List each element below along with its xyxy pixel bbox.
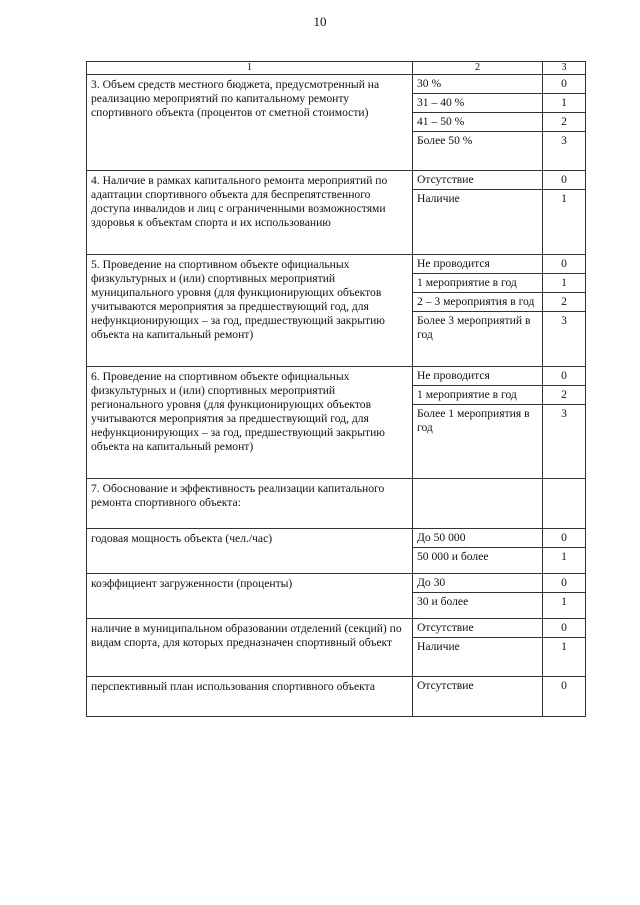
options-cell bbox=[413, 75, 543, 171]
options-cell bbox=[413, 171, 543, 255]
option-points: 0 bbox=[543, 171, 585, 190]
option-points: 0 bbox=[543, 255, 585, 274]
criterion-row bbox=[87, 255, 586, 367]
table-header-row bbox=[87, 62, 586, 75]
option-points: 2 bbox=[543, 113, 585, 132]
option-points: 1 bbox=[561, 192, 567, 205]
points-cell bbox=[543, 677, 586, 717]
option-points: 3 bbox=[561, 407, 567, 420]
points-cell bbox=[543, 479, 586, 529]
criterion-description: 5. Проведение на спортивном объекте официальных физкультурных и (или) спортивных мероприятий муниципального уровня (для функционирующих объектов учитываются мероприятия за предшествующий год, для нефункционирующих – за год, предшествующий закрытию объекта на капитальный ремонт) bbox=[91, 258, 385, 341]
options-cell bbox=[413, 479, 543, 529]
option-label: Наличие bbox=[417, 640, 460, 653]
option-label: Более 1 мероприятия в год bbox=[417, 407, 530, 434]
option-points: 0 bbox=[543, 75, 585, 94]
criterion-row bbox=[87, 367, 586, 479]
criterion-cell bbox=[87, 529, 413, 574]
option-label: Наличие bbox=[417, 192, 460, 205]
criterion-cell bbox=[87, 574, 413, 619]
option-points: 0 bbox=[561, 679, 567, 692]
option-points: 3 bbox=[561, 314, 567, 327]
options-cell bbox=[413, 255, 543, 367]
option-label: Отсутствие bbox=[413, 619, 542, 638]
criterion-row bbox=[87, 574, 586, 619]
option-points: 0 bbox=[543, 574, 585, 593]
points-cell bbox=[543, 255, 586, 367]
option-label: 2 – 3 мероприятия в год bbox=[413, 293, 542, 312]
option-label: 41 – 50 % bbox=[413, 113, 542, 132]
option-points: 0 bbox=[543, 367, 585, 386]
options-cell bbox=[413, 574, 543, 619]
criterion-description: 3. Объем средств местного бюджета, предусмотренный на реализацию мероприятий по капитальному ремонту спортивного объекта (процентов от сметной стоимости) bbox=[91, 78, 380, 119]
criterion-description: перспективный план использования спортивного объекта bbox=[91, 680, 375, 693]
criterion-row bbox=[87, 677, 586, 717]
option-label: Отсутствие bbox=[413, 171, 542, 190]
points-cell bbox=[543, 574, 586, 619]
criterion-description: 7. Обоснование и эффективность реализации капитального ремонта спортивного объекта: bbox=[91, 482, 385, 509]
points-cell bbox=[543, 171, 586, 255]
criterion-cell bbox=[87, 255, 413, 367]
options-cell bbox=[413, 677, 543, 717]
criterion-description: 6. Проведение на спортивном объекте официальных физкультурных и (или) спортивных мероприятий регионального уровня (для функционирующих объектов учитываются мероприятия за предшествующий год, для нефункционирующих – за год, предшествующий закрытию объекта на капитальный ремонт) bbox=[91, 370, 385, 453]
option-points: 2 bbox=[543, 386, 585, 405]
criterion-description: наличие в муниципальном образовании отделений (секций) по видам спорта, для которых предназначен спортивный объект bbox=[91, 622, 402, 649]
points-cell bbox=[543, 75, 586, 171]
options-cell bbox=[413, 367, 543, 479]
option-label: Более 50 % bbox=[417, 134, 473, 147]
criterion-description: коэффициент загруженности (проценты) bbox=[91, 577, 293, 590]
points-cell bbox=[543, 619, 586, 677]
criterion-row bbox=[87, 529, 586, 574]
criteria-table bbox=[86, 61, 586, 717]
option-points: 1 bbox=[543, 274, 585, 293]
points-cell bbox=[543, 529, 586, 574]
option-label: 50 000 и более bbox=[417, 550, 489, 563]
criterion-cell bbox=[87, 479, 413, 529]
criterion-description: годовая мощность объекта (чел./час) bbox=[91, 532, 273, 545]
criterion-cell bbox=[87, 75, 413, 171]
criterion-row bbox=[87, 75, 586, 171]
option-label: До 30 bbox=[413, 574, 542, 593]
criterion-cell bbox=[87, 171, 413, 255]
criterion-row bbox=[87, 479, 586, 529]
option-points: 0 bbox=[543, 619, 585, 638]
header-col-2: 2 bbox=[413, 62, 543, 75]
criterion-cell bbox=[87, 677, 413, 717]
option-points: 3 bbox=[561, 134, 567, 147]
criterion-row bbox=[87, 619, 586, 677]
option-label: Не проводится bbox=[413, 367, 542, 386]
option-points: 2 bbox=[543, 293, 585, 312]
criterion-cell bbox=[87, 367, 413, 479]
options-cell bbox=[413, 619, 543, 677]
option-points: 1 bbox=[543, 94, 585, 113]
options-cell bbox=[413, 529, 543, 574]
option-points: 1 bbox=[561, 550, 567, 563]
points-cell bbox=[543, 367, 586, 479]
page-number: 10 bbox=[313, 14, 327, 29]
option-label: До 50 000 bbox=[413, 529, 542, 548]
criterion-description: 4. Наличие в рамках капитального ремонта мероприятий по адаптации спортивного объекта для беспрепятственного доступа инвалидов и лиц с ограниченными возможностями здоровья к объектам спорта и их использованию bbox=[91, 174, 388, 229]
option-label: 30 и более bbox=[417, 595, 469, 608]
criterion-row bbox=[87, 171, 586, 255]
option-label: Более 3 мероприятий в год bbox=[417, 314, 531, 341]
option-label: Отсутствие bbox=[417, 679, 474, 692]
option-label: 1 мероприятие в год bbox=[413, 386, 542, 405]
header-col-1: 1 bbox=[87, 62, 413, 75]
option-label: 1 мероприятие в год bbox=[413, 274, 542, 293]
option-label: 30 % bbox=[413, 75, 542, 94]
option-points: 1 bbox=[561, 640, 567, 653]
option-points: 1 bbox=[561, 595, 567, 608]
option-points: 0 bbox=[543, 529, 585, 548]
option-label: Не проводится bbox=[413, 255, 542, 274]
header-col-3: 3 bbox=[543, 62, 586, 75]
criterion-cell bbox=[87, 619, 413, 677]
option-label: 31 – 40 % bbox=[413, 94, 542, 113]
